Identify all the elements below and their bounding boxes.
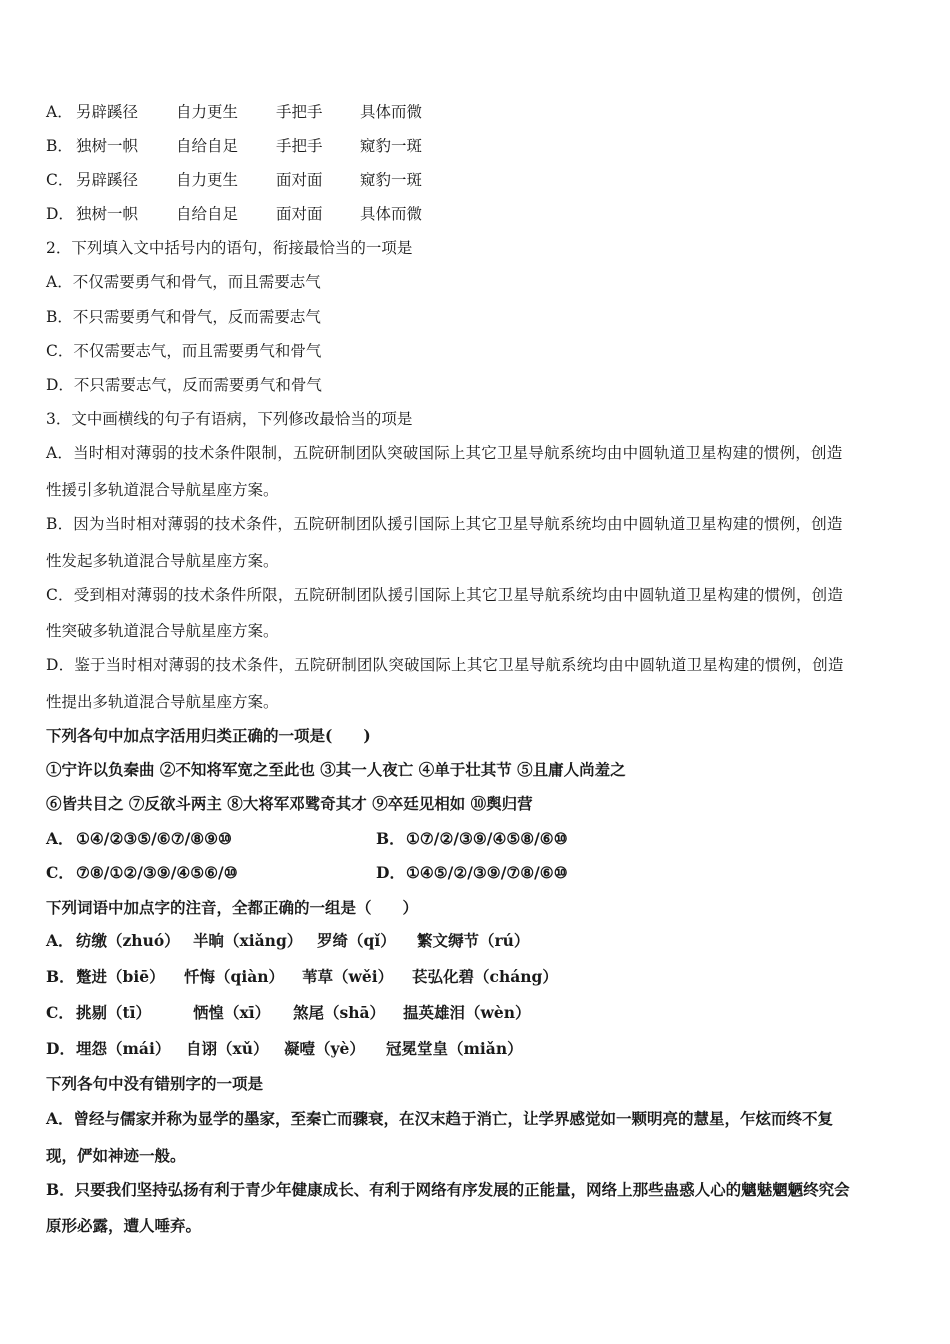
q4-option-a: ①④/②③⑤/⑥⑦/⑧⑨⑩ — [76, 829, 232, 848]
option-letter: B． — [376, 829, 405, 848]
q1-option-c — [46, 169, 422, 191]
word: 揾英雄泪（wèn） — [403, 1003, 531, 1022]
q3-option-a-line2: 性援引多轨道混合导航星座方案。 — [46, 481, 279, 499]
q5-stem: 下列词语中加点字的注音，全都正确的一组是（ ） — [46, 898, 419, 917]
word: 挑剔（tī） — [76, 1003, 152, 1022]
q1-option-d — [46, 203, 422, 225]
q3-option-d-line2: 性提出多轨道混合导航星座方案。 — [46, 693, 279, 711]
q1-option-a — [46, 101, 422, 123]
q4-stem: 下列各句中加点字活用归类正确的一项是( ) — [46, 726, 371, 745]
word: 自给自足 — [176, 137, 239, 155]
word: 面对面 — [276, 205, 323, 223]
q3-option-d-line1: D．鉴于当时相对薄弱的技术条件，五院研制团队突破国际上其它卫星导航系统均由中圆轨道卫星构建的惯例，创造 — [46, 656, 844, 674]
q2-stem: 2．下列填入文中括号内的语句，衔接最恰当的一项是 — [46, 239, 413, 257]
word: 自力更生 — [176, 171, 239, 189]
option-letter: C． — [46, 863, 74, 882]
word: 煞尾（shā） — [293, 1003, 386, 1022]
q2-option-d: D．不只需要志气，反而需要勇气和骨气 — [46, 376, 322, 394]
word: 手把手 — [276, 103, 323, 121]
word: 自诩（xǔ） — [186, 1039, 269, 1058]
q4-options-row1 — [46, 828, 568, 850]
word: 具体而微 — [360, 103, 423, 121]
word: 自给自足 — [176, 205, 239, 223]
q4-sentences-line1: ①宁许以负秦曲 ②不知将军宽之至此也 ③其一人夜亡 ④单于壮其节 ⑤且庸人尚羞之 — [46, 760, 626, 779]
word: 苌弘化碧（cháng） — [412, 967, 558, 986]
word: 窥豹一斑 — [360, 137, 423, 155]
q4-option-d: ①④⑤/②/③⑨/⑦⑧/⑥⑩ — [406, 863, 568, 882]
q6-option-a-line2: 现，俨如神迹一般。 — [46, 1146, 186, 1165]
word: 恓惶（xī） — [193, 1003, 271, 1022]
option-letter: B． — [46, 137, 73, 155]
q2-option-b: B．不只需要勇气和骨气，反而需要志气 — [46, 308, 321, 326]
word: 独树一帜 — [76, 205, 139, 223]
q2-option-a: A．不仅需要勇气和骨气，而且需要志气 — [46, 273, 321, 291]
q3-option-c-line1: C．受到相对薄弱的技术条件所限，五院研制团队援引国际上其它卫星导航系统均由中圆轨道卫星构建的惯例，创造 — [46, 586, 844, 604]
q5-option-c — [46, 1002, 530, 1024]
q6-option-b-line2: 原形必露，遭人唾弃。 — [46, 1216, 202, 1235]
q3-option-c-line2: 性突破多轨道混合导航星座方案。 — [46, 622, 279, 640]
word: 冠冕堂皇（miǎn） — [386, 1039, 523, 1058]
q1-option-b — [46, 135, 422, 157]
q6-option-a-line1: A．曾经与儒家并称为显学的墨家，至秦亡而骤衰，在汉末趋于消亡，让学界感觉如一颗明亮的慧星，乍炫而终不复 — [46, 1109, 834, 1128]
q3-stem: 3．文中画横线的句子有语病，下列修改最恰当的项是 — [46, 410, 413, 428]
word: 自力更生 — [176, 103, 239, 121]
option-letter: A． — [46, 931, 74, 950]
q5-option-a — [46, 930, 529, 952]
q4-options-row2 — [46, 862, 568, 884]
word: 忏悔（qiàn） — [184, 967, 285, 986]
option-letter: D． — [46, 205, 74, 223]
q6-stem: 下列各句中没有错别字的一项是 — [46, 1074, 264, 1093]
word: 窥豹一斑 — [360, 171, 423, 189]
q4-option-b: ①⑦/②/③⑨/④⑤⑧/⑥⑩ — [406, 829, 568, 848]
option-letter: C． — [46, 1003, 74, 1022]
q4-sentences-line2: ⑥皆共目之 ⑦反欲斗两主 ⑧大将军邓骘奇其才 ⑨卒廷见相如 ⑩舆归营 — [46, 794, 533, 813]
word: 凝噎（yè） — [284, 1039, 365, 1058]
option-letter: A． — [46, 829, 74, 848]
option-letter: D． — [46, 1039, 75, 1058]
q5-option-b — [46, 966, 558, 988]
q6-option-b-line1: B．只要我们坚持弘扬有利于青少年健康成长、有利于网络有序发展的正能量，网络上那些蛊惑人心的魑魅魍魉终究会 — [46, 1180, 850, 1199]
word: 面对面 — [276, 171, 323, 189]
word: 另辟蹊径 — [76, 103, 139, 121]
word: 蹩进（biē） — [76, 967, 165, 986]
word: 半晌（xiǎng） — [193, 931, 303, 950]
q3-option-b-line1: B．因为当时相对薄弱的技术条件，五院研制团队援引国际上其它卫星导航系统均由中圆轨道卫星构建的惯例，创造 — [46, 515, 843, 533]
word: 埋怨（mái） — [76, 1039, 171, 1058]
word: 纺缴（zhuó） — [76, 931, 180, 950]
option-letter: A． — [46, 103, 73, 121]
q4-option-c: ⑦⑧/①②/③⑨/④⑤⑥/⑩ — [76, 863, 238, 882]
option-letter: B． — [46, 967, 75, 986]
word: 罗绮（qǐ） — [317, 931, 396, 950]
word: 繁文缛节（rú） — [417, 931, 530, 950]
q2-option-c: C．不仅需要志气，而且需要勇气和骨气 — [46, 342, 322, 360]
q3-option-a-line1: A．当时相对薄弱的技术条件限制，五院研制团队突破国际上其它卫星导航系统均由中圆轨道卫星构建的惯例，创造 — [46, 444, 843, 462]
word: 另辟蹊径 — [76, 171, 139, 189]
word: 手把手 — [276, 137, 323, 155]
option-letter: D． — [376, 863, 405, 882]
word: 独树一帜 — [76, 137, 139, 155]
q5-option-d — [46, 1038, 523, 1060]
word: 具体而微 — [360, 205, 423, 223]
option-letter: C． — [46, 171, 74, 189]
word: 苇草（wěi） — [302, 967, 394, 986]
q3-option-b-line2: 性发起多轨道混合导航星座方案。 — [46, 552, 279, 570]
